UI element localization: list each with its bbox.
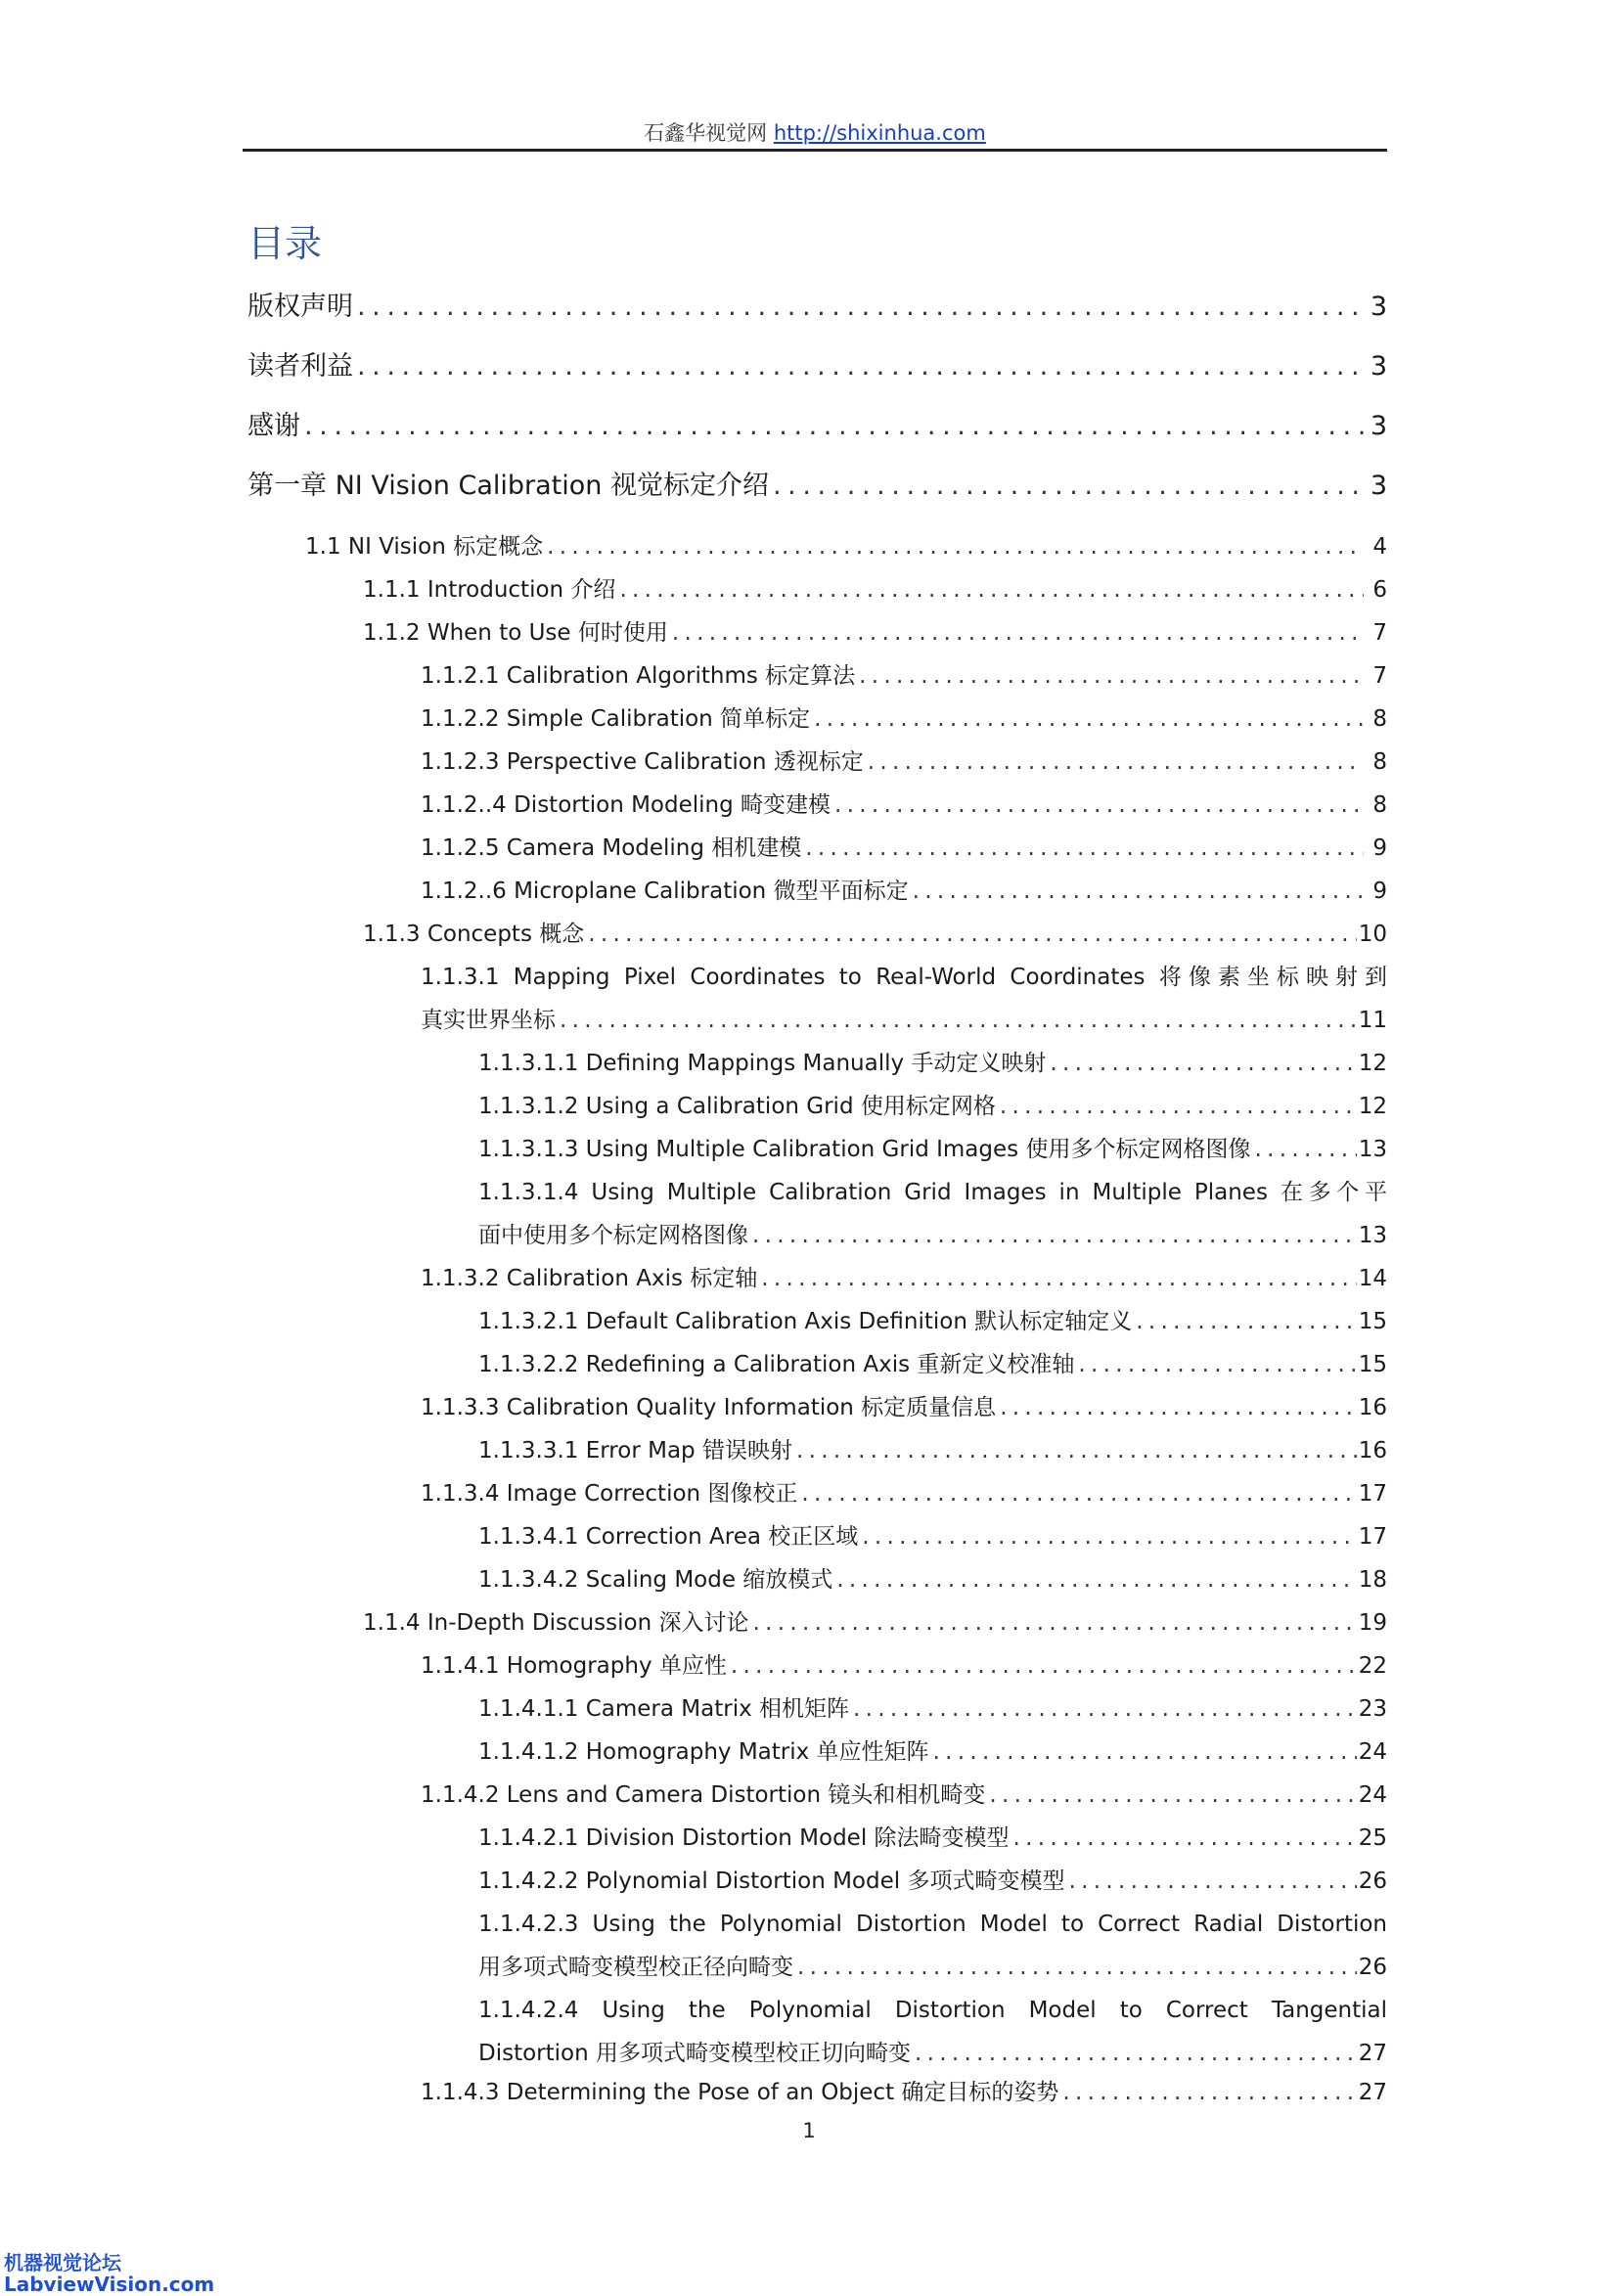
toc-entry-text: 1.1.3.4.1 Correction Area 校正区域 (478, 1524, 859, 1550)
leader-dots (913, 870, 1364, 913)
leader-dots (560, 999, 1357, 1042)
toc-entry-page: 3 (1370, 351, 1387, 382)
toc-entry[interactable] (247, 286, 1387, 329)
watermark-line1: 机器视觉论坛 (4, 2251, 121, 2274)
leader-dots (1254, 1128, 1356, 1171)
toc-entry[interactable] (478, 1042, 1387, 1085)
leader-dots (304, 405, 1364, 448)
leader-dots (933, 1731, 1357, 1774)
toc-entry-page: 26 (1358, 1868, 1387, 1894)
toc-entry-text-line1: 1.1.3.1.4 Using Multiple Calibration Grid Images in Multiple Planes 在多个平 (478, 1180, 1387, 1205)
toc-entry-text: 感谢 (247, 411, 300, 441)
toc-entry-page: 10 (1358, 922, 1387, 947)
page-header (243, 117, 1387, 147)
toc-entry-page: 3 (1370, 471, 1387, 501)
toc-entry[interactable] (478, 1688, 1387, 1731)
toc-entry[interactable] (421, 956, 1387, 1042)
toc-entry[interactable] (363, 611, 1387, 654)
toc-entry-text: 1.1.4.2 Lens and Camera Distortion 镜头和相机畸变 (421, 1782, 986, 1808)
toc-entry-page: 17 (1358, 1481, 1387, 1507)
toc-entry[interactable] (478, 1817, 1387, 1860)
toc-entry-page: 7 (1372, 620, 1387, 646)
toc-entry-text: 1.1.3.1.1 Defining Mappings Manually 手动定义映射 (478, 1051, 1047, 1076)
toc-entry-text: 1.1.2.3 Perspective Calibration 透视标定 (421, 749, 864, 775)
toc-entry-text: 1.1.3.2 Calibration Axis 标定轴 (421, 1266, 758, 1291)
toc-entry-text: 1.1.2.5 Camera Modeling 相机建模 (421, 835, 802, 861)
toc-entry-text: 1.1.2.1 Calibration Algorithms 标定算法 (421, 663, 856, 689)
leader-dots (547, 525, 1364, 568)
toc-entry-page: 27 (1358, 2041, 1387, 2066)
toc-entry-text: 真实世界坐标 (421, 1008, 556, 1033)
toc-entry-page: 25 (1358, 1825, 1387, 1851)
toc-entry-text: 第一章 NI Vision Calibration 视觉标定介绍 (247, 471, 769, 501)
leader-dots (1078, 1343, 1356, 1386)
leader-dots (1062, 2071, 1356, 2114)
toc-entry-text: Distortion 用多项式畸变模型校正切向畸变 (478, 2041, 911, 2066)
toc-entry[interactable] (478, 1128, 1387, 1171)
leader-dots (731, 1644, 1357, 1688)
leader-dots (773, 465, 1364, 508)
toc-entry-text: 1.1.4 In-Depth Discussion 深入讨论 (363, 1610, 749, 1636)
toc-entry-text: 1.1.3.3 Calibration Quality Information 标定质量信息 (421, 1395, 997, 1420)
toc-entry-text: 1.1.2..6 Microplane Calibration 微型平面标定 (421, 878, 909, 904)
leader-dots (801, 1472, 1356, 1515)
toc-entry-text: 用多项式畸变模型校正径向畸变 (478, 1955, 793, 1980)
leader-dots (915, 2032, 1357, 2075)
toc-entry-page: 6 (1372, 577, 1387, 603)
leader-dots (672, 611, 1364, 654)
forum-watermark[interactable] (4, 2252, 214, 2295)
leader-dots (989, 1774, 1356, 1817)
toc-entry-text: 1.1.4.1 Homography 单应性 (421, 1653, 727, 1679)
toc-entry-text: 1.1.3 Concepts 概念 (363, 922, 585, 947)
toc-entry[interactable] (478, 1171, 1387, 1257)
leader-dots (1000, 1085, 1357, 1128)
toc-entry-text: 1.1.3.1.2 Using a Calibration Grid 使用标定网格 (478, 1094, 996, 1119)
leader-dots (357, 345, 1364, 388)
toc-entry-text: 1.1.2..4 Distortion Modeling 畸变建模 (421, 792, 831, 818)
toc-entry[interactable] (421, 1257, 1387, 1300)
toc-entry-page: 9 (1372, 835, 1387, 861)
toc-entry-text: 1.1.3.3.1 Error Map 错误映射 (478, 1438, 792, 1463)
toc-entry[interactable] (421, 870, 1387, 913)
toc-entry-page: 9 (1372, 878, 1387, 904)
toc-entry-text-line1: 1.1.4.2.3 Using the Polynomial Distortion Model to Correct Radial Distortion (478, 1912, 1387, 1937)
leader-dots (357, 286, 1364, 329)
leader-dots (1000, 1386, 1357, 1429)
toc-entry-text: 1.1.3.1.3 Using Multiple Calibration Grid Images 使用多个标定网格图像 (478, 1137, 1251, 1162)
toc-entry-page: 24 (1358, 1782, 1387, 1808)
toc-entry[interactable] (478, 1731, 1387, 1774)
leader-dots (1050, 1042, 1356, 1085)
toc-entry-page: 8 (1372, 792, 1387, 818)
leader-dots (814, 698, 1364, 741)
toc-entry-page: 24 (1358, 1739, 1387, 1765)
toc-title: 目录 (247, 222, 323, 265)
toc-entry-page: 12 (1358, 1094, 1387, 1119)
toc-entry-page: 12 (1358, 1051, 1387, 1076)
leader-dots (1013, 1817, 1357, 1860)
toc-entry[interactable] (247, 405, 1387, 448)
site-name: 石鑫华视觉网 (644, 121, 768, 145)
toc-entry[interactable] (478, 1085, 1387, 1128)
toc-entry-page: 22 (1358, 1653, 1387, 1679)
toc-entry-page: 13 (1358, 1223, 1387, 1248)
toc-entry-page: 3 (1370, 292, 1387, 322)
toc-entry[interactable] (421, 2071, 1387, 2114)
toc-entry[interactable] (421, 1644, 1387, 1688)
toc-entry[interactable] (421, 1386, 1387, 1429)
toc-entry-text: 1.1 NI Vision 标定概念 (305, 534, 544, 560)
toc-entry[interactable] (478, 1343, 1387, 1386)
toc-entry[interactable] (421, 1774, 1387, 1817)
toc-entry[interactable] (421, 827, 1387, 870)
toc-entry-page: 19 (1358, 1610, 1387, 1636)
leader-dots (1068, 1860, 1356, 1903)
toc-entry-text-line1: 1.1.4.2.4 Using the Polynomial Distortion Model to Correct Tangential (478, 1998, 1387, 2023)
leader-dots (862, 1515, 1356, 1558)
toc-entry-page: 16 (1358, 1438, 1387, 1463)
toc-entry[interactable] (363, 913, 1387, 956)
toc-entry-text: 读者利益 (247, 351, 353, 382)
toc-entry[interactable] (478, 1558, 1387, 1601)
leader-dots (752, 1214, 1357, 1257)
toc-entry-page: 15 (1358, 1309, 1387, 1334)
toc-entry-page: 8 (1372, 749, 1387, 775)
leader-dots (796, 1429, 1357, 1472)
toc-entry[interactable] (478, 1903, 1387, 1989)
toc-entry[interactable] (478, 1515, 1387, 1558)
leader-dots (619, 568, 1364, 611)
toc-entry[interactable] (478, 1989, 1387, 2075)
toc-entry-page: 17 (1358, 1524, 1387, 1550)
watermark-line2: LabviewVision.com (4, 2273, 215, 2296)
header-divider (243, 149, 1387, 152)
toc-entry[interactable] (305, 525, 1387, 568)
toc-entry[interactable] (247, 345, 1387, 388)
toc-entry-page: 18 (1358, 1567, 1387, 1593)
site-url-link[interactable]: http://shixinhua.com (773, 121, 986, 145)
toc-entry-text: 1.1.2.2 Simple Calibration 简单标定 (421, 706, 811, 732)
leader-dots (805, 827, 1364, 870)
toc-entry-page: 4 (1372, 534, 1387, 560)
toc-entry[interactable] (421, 784, 1387, 827)
toc-entry[interactable] (363, 1601, 1387, 1644)
toc-entry-page: 26 (1358, 1955, 1387, 1980)
toc-entry-page: 8 (1372, 706, 1387, 732)
toc-entry-page: 11 (1358, 1008, 1387, 1033)
leader-dots (836, 1558, 1356, 1601)
page-number: 1 (802, 2119, 816, 2142)
toc-entry[interactable] (421, 654, 1387, 698)
toc-entry-text-line1: 1.1.3.1 Mapping Pixel Coordinates to Real-World Coordinates 将像素坐标映射到 (421, 965, 1387, 990)
leader-dots (859, 654, 1364, 698)
toc-entry-text: 1.1.3.2.1 Default Calibration Axis Definition 默认标定轴定义 (478, 1309, 1133, 1334)
toc-entry-page: 23 (1358, 1696, 1387, 1722)
toc-entry-page: 27 (1358, 2080, 1387, 2105)
leader-dots (797, 1946, 1357, 1989)
toc-entry-text: 1.1.3.4 Image Correction 图像校正 (421, 1481, 798, 1507)
toc-entry-text: 面中使用多个标定网格图像 (478, 1223, 748, 1248)
leader-dots (761, 1257, 1356, 1300)
toc-entry-text: 1.1.4.2.2 Polynomial Distortion Model 多项式畸变模型 (478, 1868, 1065, 1894)
leader-dots (752, 1601, 1356, 1644)
toc-entry[interactable] (421, 741, 1387, 784)
leader-dots (868, 741, 1364, 784)
toc-entry[interactable] (478, 1429, 1387, 1472)
leader-dots (588, 913, 1356, 956)
toc-entry-text: 版权声明 (247, 292, 353, 322)
toc-entry-page: 16 (1358, 1395, 1387, 1420)
toc-entry-text: 1.1.1 Introduction 介绍 (363, 577, 616, 603)
toc-entry-page: 3 (1370, 411, 1387, 441)
toc-entry[interactable] (478, 1860, 1387, 1903)
toc-entry[interactable] (363, 568, 1387, 611)
toc-entry[interactable] (478, 1300, 1387, 1343)
leader-dots (834, 784, 1364, 827)
toc-entry[interactable] (421, 1472, 1387, 1515)
toc-entry-text: 1.1.4.1.1 Camera Matrix 相机矩阵 (478, 1696, 850, 1722)
leader-dots (1136, 1300, 1356, 1343)
toc-entry-text: 1.1.2 When to Use 何时使用 (363, 620, 668, 646)
toc-entry-text: 1.1.4.2.1 Division Distortion Model 除法畸变模型 (478, 1825, 1010, 1851)
toc-entry[interactable] (247, 465, 1387, 508)
toc-entry-text: 1.1.3.4.2 Scaling Mode 缩放模式 (478, 1567, 833, 1593)
toc-entry-page: 15 (1358, 1352, 1387, 1377)
toc-entry[interactable] (421, 698, 1387, 741)
toc-entry-page: 7 (1372, 663, 1387, 689)
toc-entry-text: 1.1.3.2.2 Redefining a Calibration Axis 重新定义校准轴 (478, 1352, 1075, 1377)
toc-entry-page: 13 (1358, 1137, 1387, 1162)
toc-entry-text: 1.1.4.1.2 Homography Matrix 单应性矩阵 (478, 1739, 929, 1765)
leader-dots (853, 1688, 1357, 1731)
toc-entry-text: 1.1.4.3 Determining the Pose of an Object 确定目标的姿势 (421, 2080, 1059, 2105)
toc-entry-page: 14 (1358, 1266, 1387, 1291)
